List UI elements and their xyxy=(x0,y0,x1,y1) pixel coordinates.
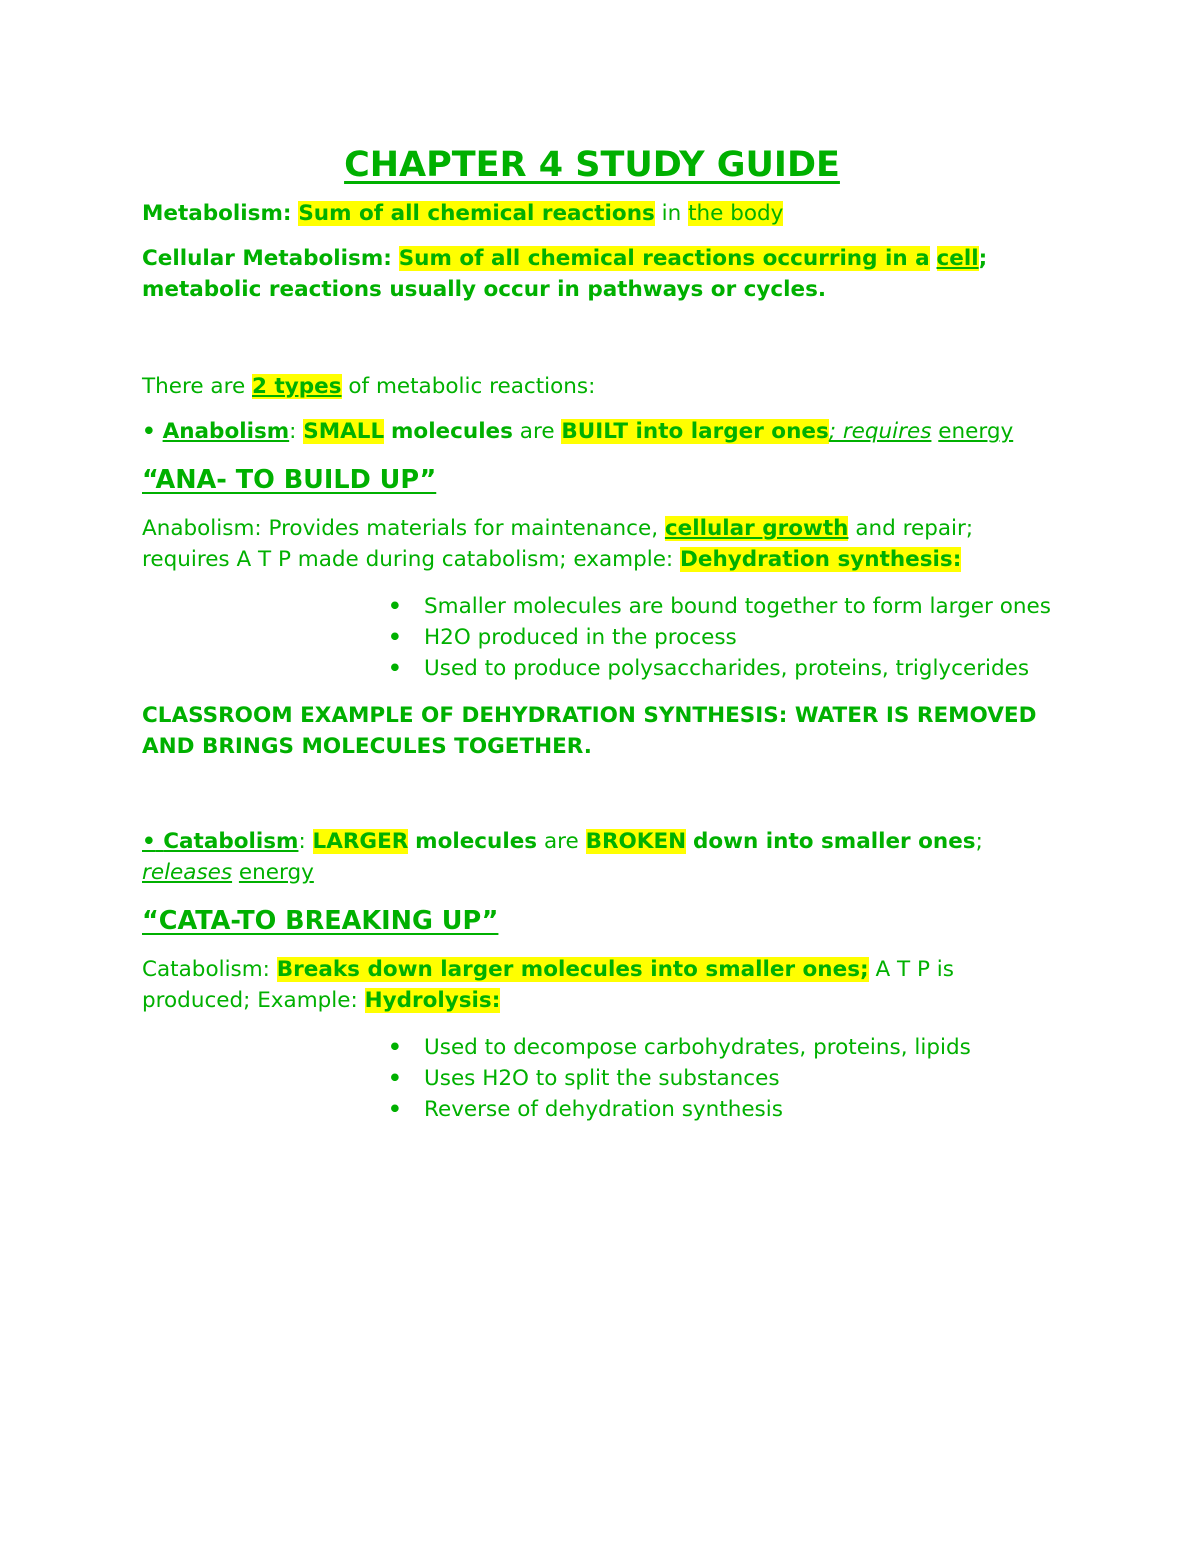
hydrolysis-highlight: Hydrolysis: xyxy=(364,988,501,1013)
list-item-text: Used to produce polysaccharides, proteins, triglycerides xyxy=(424,656,1030,681)
list-item xyxy=(388,591,1064,622)
catabolism-molecules: molecules xyxy=(415,829,538,854)
list-item-text: Smaller molecules are bound together to form larger ones xyxy=(424,594,1051,619)
metabolism-term: Metabolism: xyxy=(142,201,292,226)
bullet-dot: • xyxy=(388,594,402,619)
dehydration-synthesis-highlight: Dehydration synthesis: xyxy=(680,547,962,572)
catabolism-bullet: • xyxy=(142,829,156,854)
catabolism-detail-mid: A T P is produced; Example: xyxy=(142,957,954,1013)
cell-word: cell xyxy=(936,246,979,271)
metabolism-in: in xyxy=(661,201,682,226)
types-intro-after: of metabolic reactions: xyxy=(348,374,596,399)
anabolism-detail-lead: Anabolism: Provides materials for maintenance, xyxy=(142,516,659,541)
anabolism-detail xyxy=(142,513,1042,575)
types-intro xyxy=(142,371,1042,402)
anabolism-bullet-list xyxy=(142,591,1051,684)
list-item xyxy=(388,1063,1064,1094)
built-highlight: BUILT into larger ones xyxy=(561,419,829,444)
anabolism-molecules: molecules xyxy=(391,419,513,444)
bullet-dot: • xyxy=(388,656,402,681)
bullet-dot: • xyxy=(388,1066,402,1091)
catabolism-detail-lead: Catabolism: xyxy=(142,957,270,982)
metabolism-definition xyxy=(142,198,1042,229)
small-highlight: SMALL xyxy=(303,419,385,444)
list-item xyxy=(388,622,1064,653)
breaks-down-highlight: Breaks down larger molecules into smaller ones; xyxy=(276,957,869,982)
list-item-text: Uses H2O to split the substances xyxy=(424,1066,780,1091)
types-intro-before: There are xyxy=(142,374,246,399)
anabolism-detail-mid: and repair; requires A T P made during catabolism; example: xyxy=(142,516,974,572)
anabolism-colon: : xyxy=(289,419,297,444)
bullet-dot: • xyxy=(388,1097,402,1122)
list-item xyxy=(388,1032,1064,1063)
cellular-metabolism-term: Cellular Metabolism: xyxy=(142,246,392,271)
anabolism-line xyxy=(142,416,1042,447)
document-content xyxy=(142,142,1051,1125)
catabolism-detail xyxy=(142,954,1042,1016)
anabolism-term: Anabolism xyxy=(162,419,290,444)
bullet-dot: • xyxy=(388,625,402,650)
anabolism-energy: energy xyxy=(938,419,1014,444)
cellular-metabolism-rest: ; metabolic reactions usually occur in pathways or cycles. xyxy=(142,246,988,302)
page-title: CHAPTER 4 STUDY GUIDE xyxy=(344,145,840,185)
metabolism-body: the body xyxy=(688,201,784,226)
bullet-dot: • xyxy=(388,1035,402,1060)
cellular-metabolism-highlight: Sum of all chemical reactions occurring in a xyxy=(398,246,930,271)
cellular-growth-highlight: cellular growth xyxy=(664,516,849,541)
cellular-metabolism-definition xyxy=(142,243,1042,305)
catabolism-down: down into smaller ones xyxy=(692,829,976,854)
metabolism-definition-highlight: Sum of all chemical reactions xyxy=(298,201,655,226)
broken-highlight: BROKEN xyxy=(585,829,687,854)
catabolism-term: Catabolism xyxy=(163,829,299,854)
cata-heading: “CATA-TO BREAKING UP” xyxy=(142,906,499,936)
two-types-highlight: 2 types xyxy=(252,374,342,399)
anabolism-requires: ; requires xyxy=(828,419,932,444)
list-item-text: Used to decompose carbohydrates, proteins, lipids xyxy=(424,1035,971,1060)
list-item xyxy=(388,653,1064,684)
catabolism-releases: releases xyxy=(142,860,233,885)
list-item-text: Reverse of dehydration synthesis xyxy=(424,1097,783,1122)
catabolism-bullet-list xyxy=(142,1032,1042,1125)
list-item-text: H2O produced in the process xyxy=(424,625,737,650)
catabolism-bullet-term xyxy=(142,829,298,854)
larger-highlight: LARGER xyxy=(312,829,409,854)
catabolism-are: are xyxy=(543,829,579,854)
classroom-example: CLASSROOM EXAMPLE OF DEHYDRATION SYNTHESIS: WATER IS REMOVED AND BRINGS MOLECULES TOGETHER. xyxy=(142,703,1037,759)
catabolism-colon: : xyxy=(298,829,306,854)
anabolism-bullet: • xyxy=(142,419,156,444)
anabolism-are: are xyxy=(519,419,555,444)
ana-heading: “ANA- TO BUILD UP” xyxy=(142,465,437,495)
catabolism-energy: energy xyxy=(238,860,314,885)
catabolism-semicolon: ; xyxy=(975,829,983,854)
catabolism-line xyxy=(142,826,1042,888)
list-item xyxy=(388,1094,1064,1125)
